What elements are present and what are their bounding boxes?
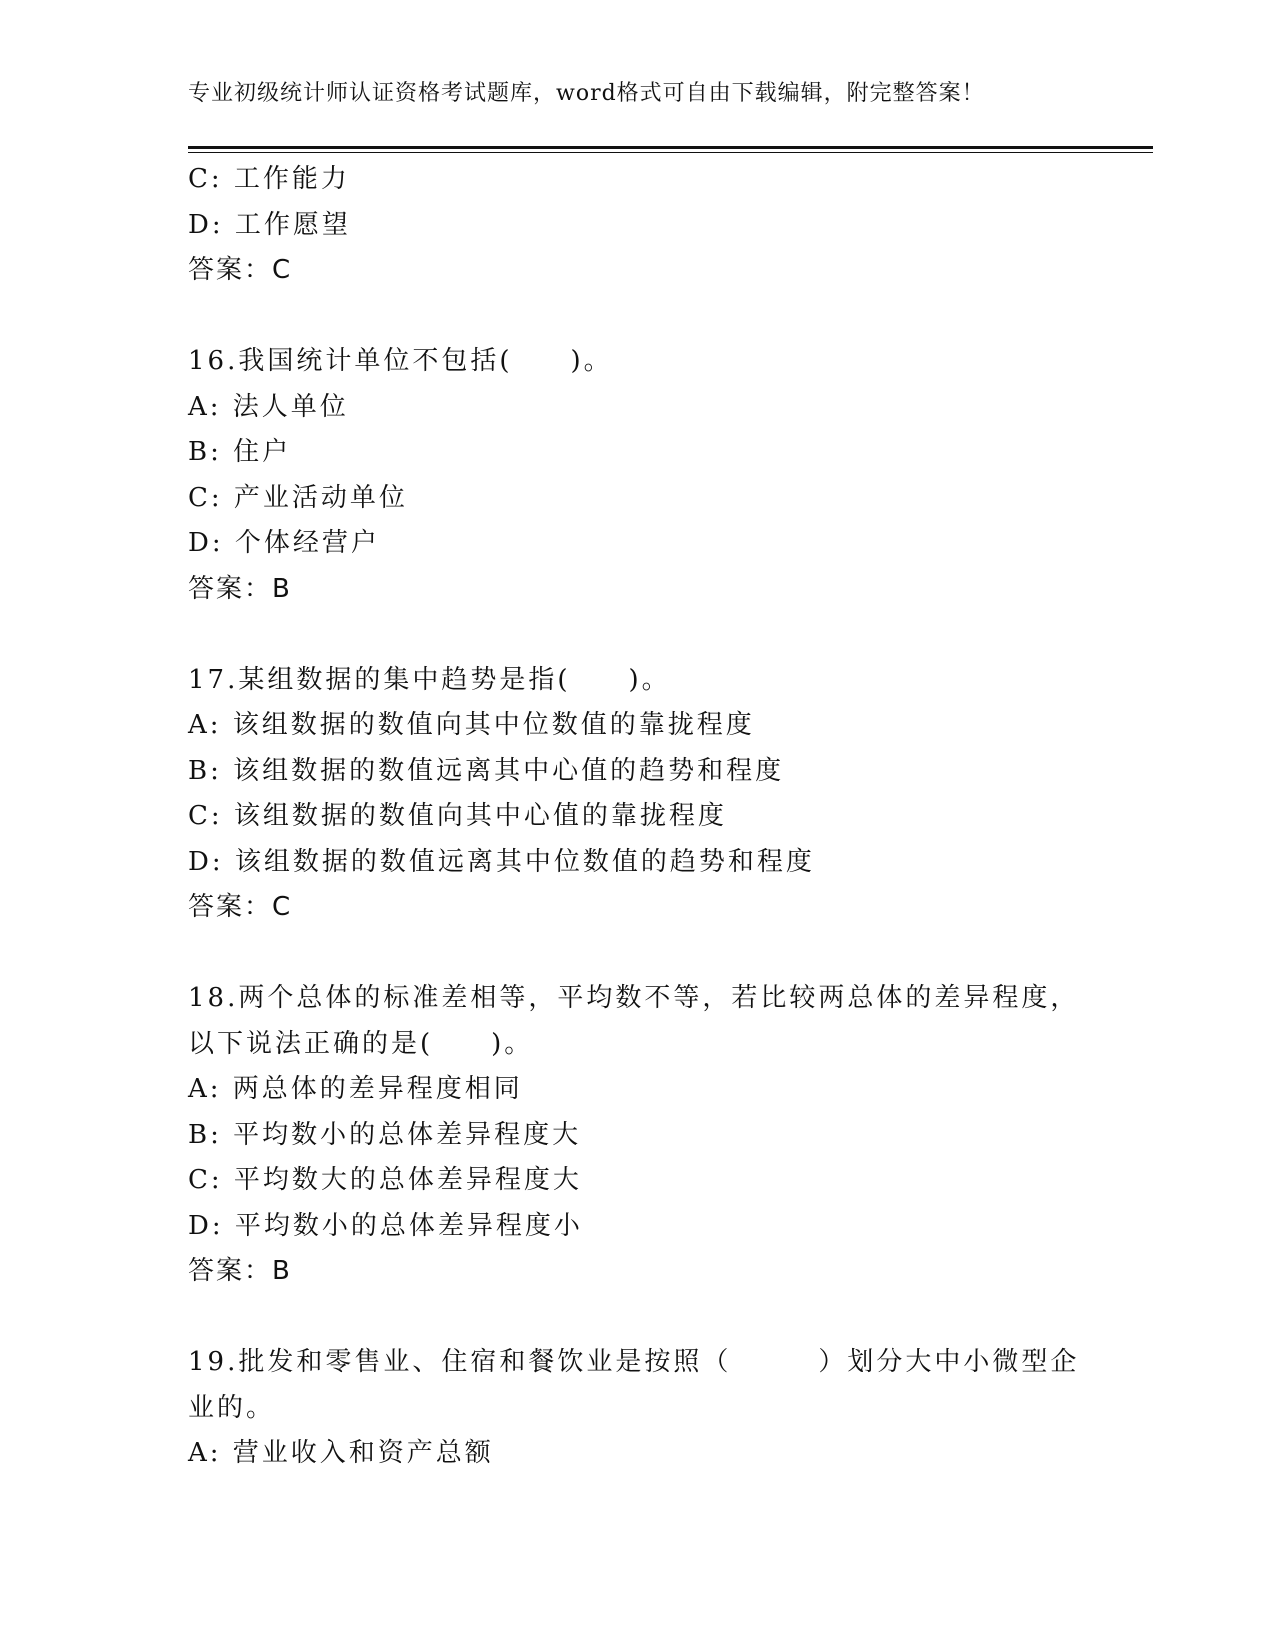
answer-line: 答案：B <box>188 573 292 604</box>
option-line: C: 产业活动单位 <box>188 482 408 513</box>
answer-line: 答案：B <box>188 1256 292 1286</box>
option-line: D: 该组数据的数值远离其中位数值的趋势和程度 <box>188 846 815 877</box>
option-line: C: 工作能力 <box>188 164 350 194</box>
spacer <box>188 294 1088 340</box>
question-body <box>188 157 1088 1477</box>
question-18 <box>188 976 1088 1295</box>
question-stem: 17.某组数据的集中趋势是指( )。 <box>188 664 671 695</box>
option-line: A: 两总体的差异程度相同 <box>188 1074 523 1104</box>
spacer <box>188 1295 1088 1341</box>
question-stem: 19.批发和零售业、住宿和餐饮业是按照（ ）划分大中小微型企 <box>188 1347 1080 1377</box>
option-line: B: 该组数据的数值远离其中心值的趋势和程度 <box>188 755 785 786</box>
header-rule-thick <box>188 146 1153 149</box>
option-line: B: 平均数小的总体差异程度大 <box>188 1119 582 1150</box>
question-19 <box>188 1340 1088 1477</box>
question-stem: 18.两个总体的标准差相等，平均数不等，若比较两总体的差异程度， <box>188 983 1080 1013</box>
option-line: B: 住户 <box>188 437 292 467</box>
spacer <box>188 931 1088 977</box>
question-17 <box>188 658 1088 931</box>
option-line: A: 该组数据的数值向其中位数值的靠拢程度 <box>188 710 755 740</box>
option-line: A: 营业收入和资产总额 <box>188 1438 494 1468</box>
answer-line: 答案：C <box>188 255 293 285</box>
page-header: 专业初级统计师认证资格考试题库，word格式可自由下载编辑，附完整答案！ <box>188 81 985 106</box>
option-line: C: 平均数大的总体差异程度大 <box>188 1165 582 1195</box>
answer-line: 答案：C <box>188 892 293 922</box>
option-line: A: 法人单位 <box>188 391 349 422</box>
option-line: D: 平均数小的总体差异程度小 <box>188 1210 583 1241</box>
question-16 <box>188 339 1088 612</box>
option-line: D: 个体经营户 <box>188 528 380 558</box>
option-line: C: 该组数据的数值向其中心值的靠拢程度 <box>188 801 727 831</box>
option-line: D: 工作愿望 <box>188 209 351 240</box>
header-rule-thin <box>188 152 1153 153</box>
carryover-block <box>188 157 1088 294</box>
question-stem: 16.我国统计单位不包括( )。 <box>188 346 613 376</box>
question-stem-continued: 业的。 <box>188 1392 276 1423</box>
question-stem-continued: 以下说法正确的是( )。 <box>188 1028 534 1059</box>
spacer <box>188 612 1088 658</box>
